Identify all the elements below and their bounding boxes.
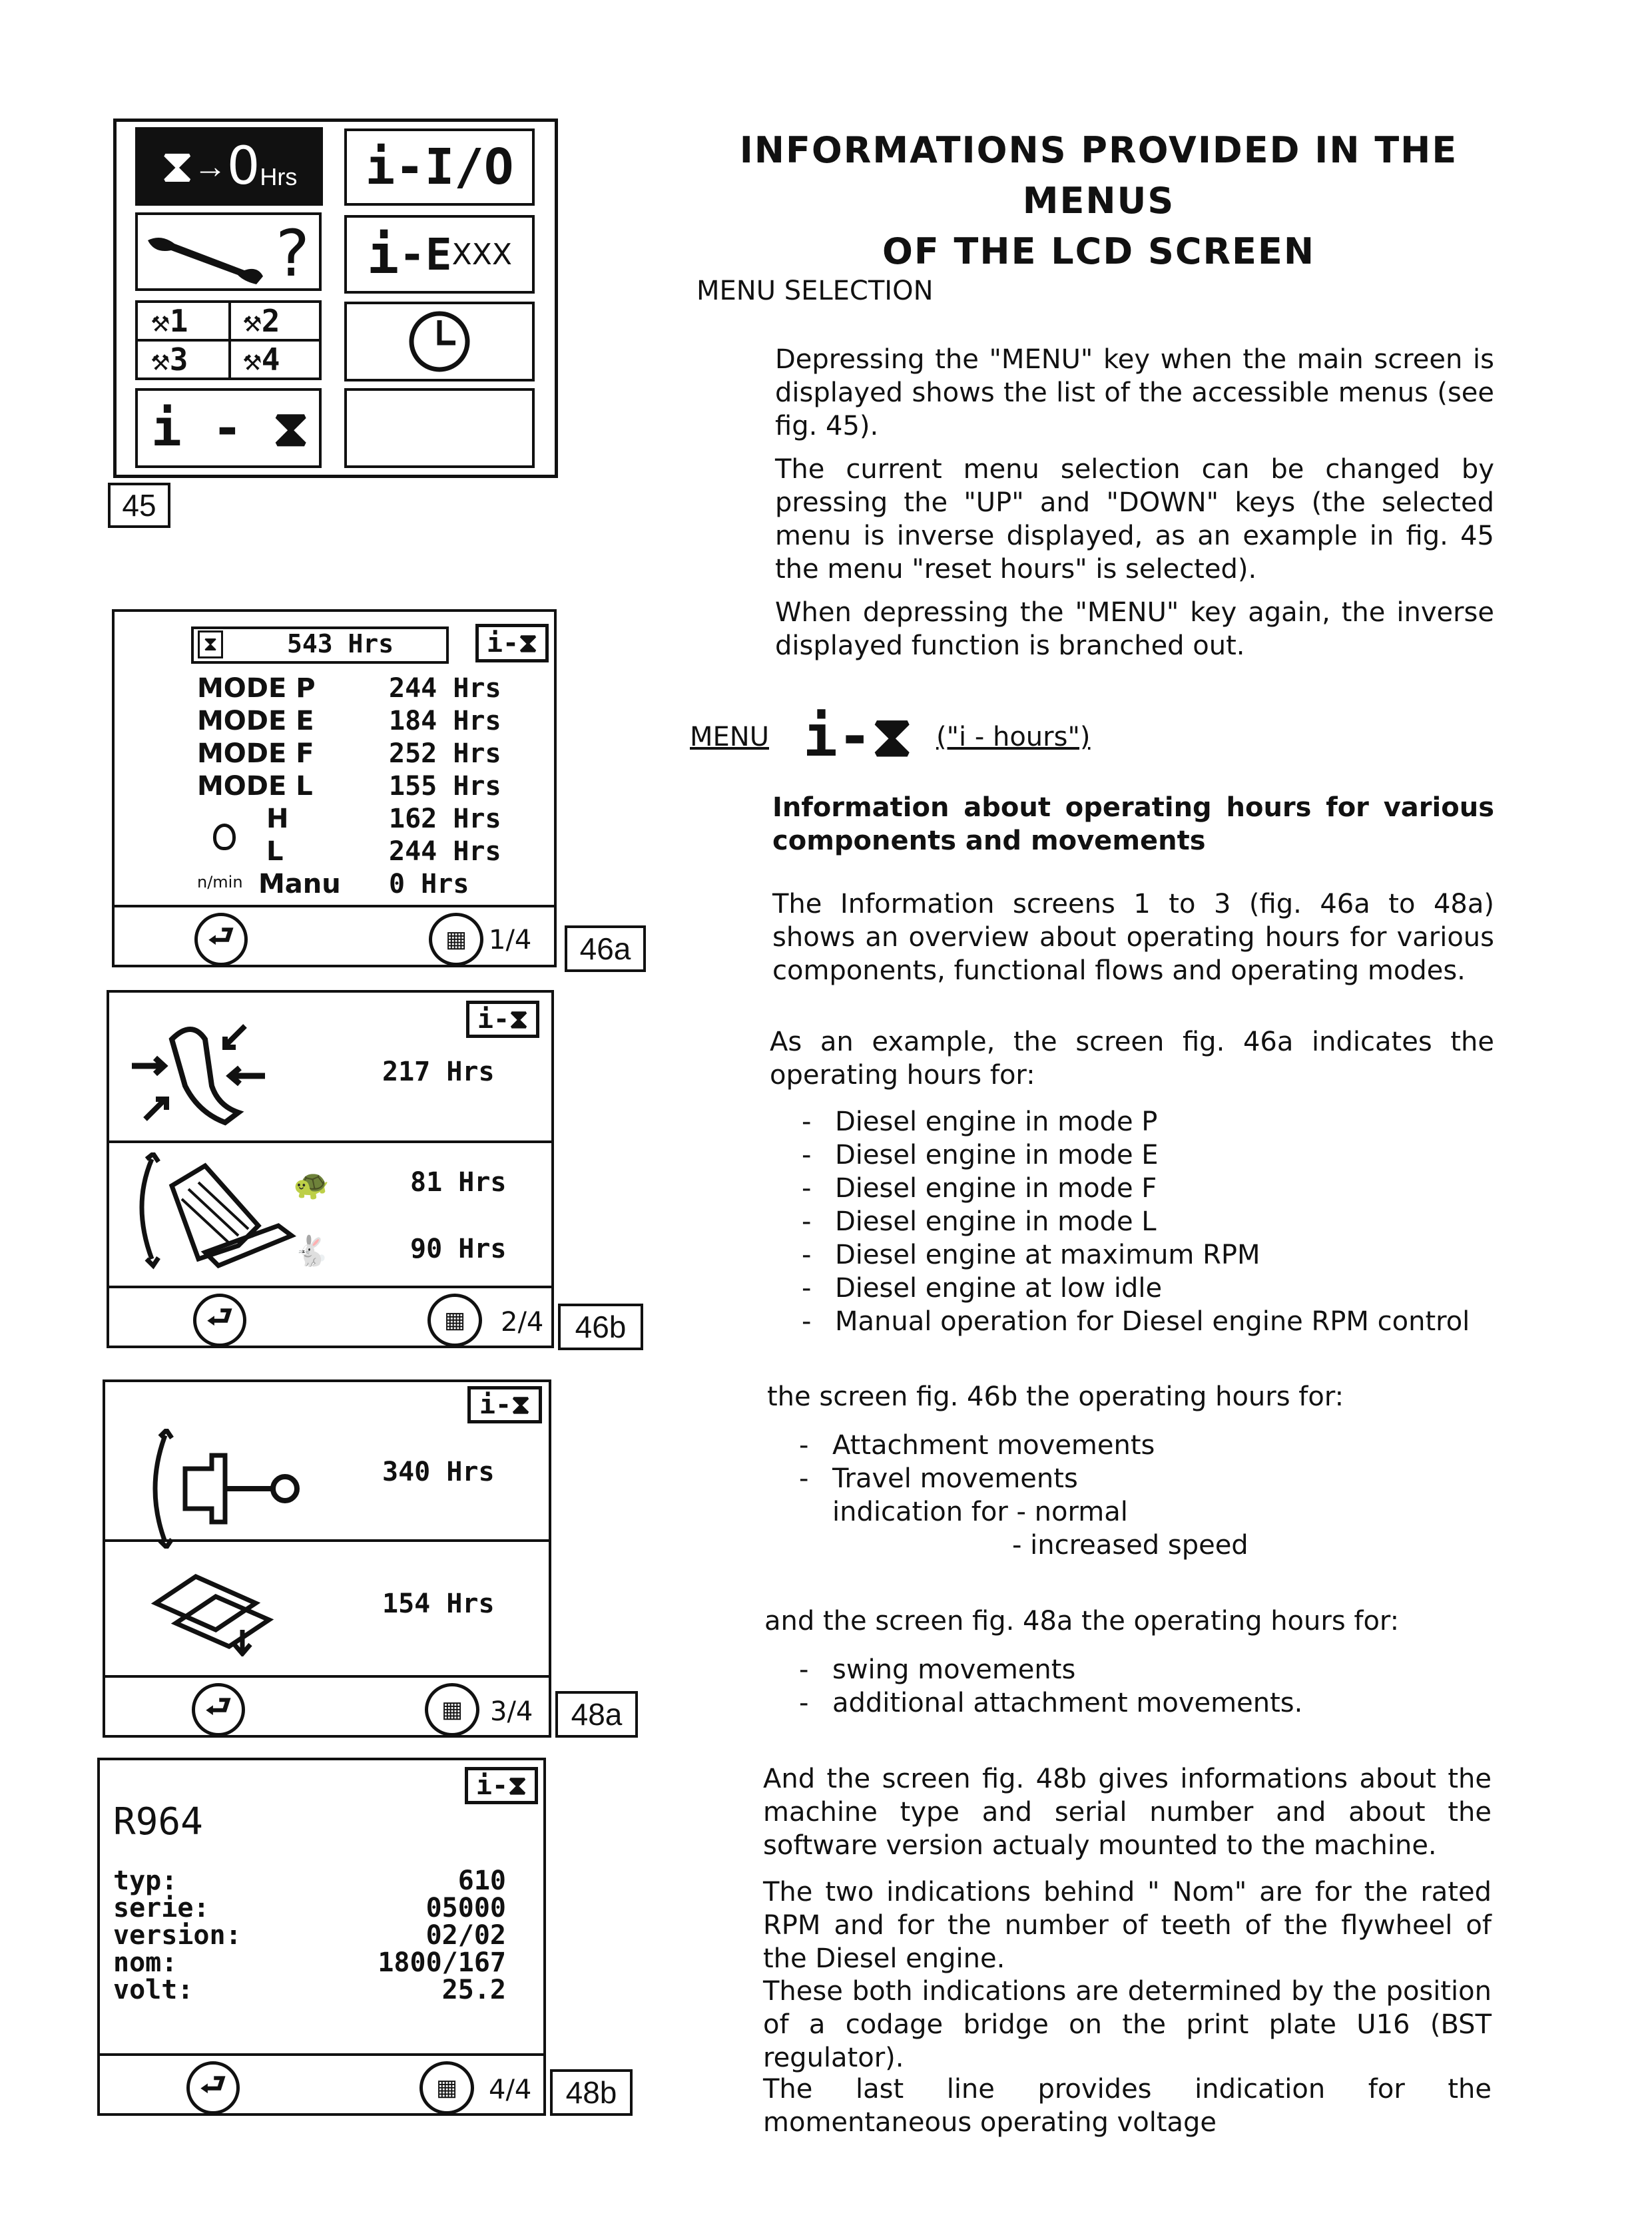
- list-item: - Diesel engine in mode P: [802, 1105, 1494, 1138]
- travel-pedals-icon: [125, 1152, 298, 1279]
- back-button[interactable]: ⮐: [186, 2061, 240, 2114]
- tool-1-icon: ⚒1: [151, 303, 188, 339]
- total-hours-box: [191, 626, 449, 664]
- paragraph-2: The current menu selection can be changed by pressing the "UP" and "DOWN" keys (the selected menu is inverse displayed, as an example in fig. 45 the menu "reset hours" is selected).: [775, 454, 1494, 585]
- menu-tile-io[interactable]: [344, 128, 535, 206]
- list-item: - Diesel engine at maximum RPM: [802, 1238, 1494, 1272]
- row-name: MODE E: [197, 706, 314, 736]
- fig46a-screen: [112, 609, 557, 967]
- info-value: 25.2: [441, 1975, 506, 2005]
- back-button[interactable]: ⮐: [192, 1683, 245, 1736]
- question-mark-icon: ?: [276, 216, 310, 291]
- attachment-hours-value: 217 Hrs: [382, 1057, 495, 1087]
- fig46a-label: 46a: [565, 925, 646, 972]
- paragraph-10: These both indications are determined by the position of a codage bridge on the print plate U16 (BST regulator).: [763, 1976, 1492, 2073]
- menu-tile-errors[interactable]: [344, 215, 535, 294]
- ihours-badge: i-⧗: [467, 1386, 542, 1423]
- errors-label: -E: [399, 228, 452, 280]
- row-name: MODE F: [197, 738, 314, 769]
- row-value: 0 Hrs: [389, 869, 469, 899]
- menu-selection-heading: MENU SELECTION: [696, 276, 934, 306]
- book-icon: ▦: [425, 1683, 479, 1736]
- menu-ihours-label: ("i - hours"): [936, 722, 1091, 752]
- ihours-badge: i-⧗: [465, 1767, 538, 1804]
- info-key: volt:: [113, 1975, 194, 2005]
- fig45-menu-screen: [113, 119, 558, 478]
- paragraph-4: The Information screens 1 to 3 (fig. 46a to 48a) shows an overview about operating hours for various components, functional flows and operating modes.: [772, 889, 1494, 986]
- ihours-icon: i-⧗: [803, 703, 912, 770]
- page-number: 3/4: [490, 1696, 533, 1727]
- fig48b-screen: [97, 1758, 546, 2116]
- menu-tile-clock[interactable]: [344, 302, 535, 381]
- info-value: 05000: [425, 1893, 506, 1923]
- swing-icon: [145, 1429, 305, 1549]
- ihours-badge: i-⧗: [466, 1001, 539, 1038]
- page-number: 1/4: [489, 925, 532, 955]
- row-name: MODE P: [197, 673, 316, 704]
- row-value: 184 Hrs: [389, 706, 501, 736]
- menu-tile-ihours[interactable]: [135, 388, 322, 468]
- tool-4-icon: ⚒4: [243, 342, 280, 377]
- hourglass-icon: ⧗: [160, 140, 194, 192]
- row-name: Manu: [258, 869, 341, 899]
- menu-ihours-heading: [690, 703, 1489, 770]
- row-name: H: [266, 804, 289, 834]
- hrs-label: Hrs: [260, 163, 298, 190]
- info-key: version:: [113, 1920, 242, 1951]
- page-title-line1: INFORMATIONS PROVIDED IN THE MENUS: [739, 129, 1458, 222]
- hourglass-icon: ⧗: [198, 630, 223, 658]
- list-46b: [799, 1429, 1492, 1495]
- list-item: - Diesel engine at low idle: [802, 1272, 1494, 1305]
- nmin-label: n/min: [197, 873, 243, 891]
- list-48a: [799, 1653, 1492, 1720]
- io-label: i-I/O: [365, 138, 514, 196]
- info-value: 610: [457, 1865, 506, 1896]
- bold-info-heading: Information about operating hours for various components and movements: [772, 792, 1494, 856]
- turtle-icon: 🐢: [293, 1168, 330, 1201]
- menu-tile-empty[interactable]: [344, 388, 535, 468]
- menu-tile-tools[interactable]: [135, 300, 322, 380]
- menu-word: MENU: [690, 722, 769, 752]
- engine-rpm-icon: [213, 824, 236, 850]
- travel-normal-hours-value: 81 Hrs: [410, 1167, 507, 1198]
- paragraph-5: As an example, the screen fig. 46a indicates the operating hours for:: [770, 1027, 1494, 1091]
- row-name: L: [266, 836, 284, 867]
- list-item: - additional attachment movements.: [799, 1686, 1492, 1720]
- list-46b-indication-fast: - increased speed: [1012, 1530, 1248, 1561]
- info-icon: i: [366, 223, 400, 286]
- tool-3-icon: ⚒3: [151, 342, 188, 377]
- list-item: - Attachment movements: [799, 1429, 1492, 1462]
- swing-hours-value: 340 Hrs: [382, 1457, 495, 1487]
- row-value: 155 Hrs: [389, 771, 501, 802]
- travel-fast-hours-value: 90 Hrs: [410, 1234, 507, 1264]
- tool-2-icon: ⚒2: [243, 303, 280, 339]
- list-46a: [802, 1105, 1494, 1338]
- paragraph-8: And the screen fig. 48b gives informations about the machine type and serial number and about the software version actualy mounted to the machine.: [763, 1764, 1492, 1861]
- info-value: 1800/167: [378, 1947, 506, 1978]
- ihours-badge: i-⧗: [475, 624, 549, 662]
- fig48a-screen: [103, 1379, 551, 1738]
- additional-hours-value: 154 Hrs: [382, 1589, 495, 1619]
- errors-xxx-label: XXX: [451, 237, 513, 272]
- row-value: 252 Hrs: [389, 738, 501, 769]
- list-item: - Diesel engine in mode E: [802, 1138, 1494, 1172]
- clock-icon: [406, 308, 473, 375]
- list-item: - Travel movements: [799, 1462, 1492, 1495]
- fig46b-screen: [107, 990, 554, 1348]
- book-icon: ▦: [429, 913, 483, 966]
- total-hours-value: 543 Hrs: [287, 629, 394, 658]
- paragraph-1: Depressing the "MENU" key when the main screen is displayed shows the list of the accessible menus (see fig. 45).: [775, 344, 1494, 441]
- row-value: 244 Hrs: [389, 673, 501, 704]
- list-item: - Manual operation for Diesel engine RPM control: [802, 1305, 1494, 1338]
- page-title-line2: OF THE LCD SCREEN: [882, 230, 1316, 272]
- row-name: MODE L: [197, 771, 313, 802]
- book-icon: ▦: [427, 1294, 482, 1347]
- list-item: - Diesel engine in mode F: [802, 1172, 1494, 1205]
- paragraph-7: and the screen fig. 48a the operating hours for:: [764, 1606, 1400, 1636]
- wrench-icon: [144, 220, 278, 287]
- info-key: nom:: [113, 1947, 178, 1978]
- paragraph-11: The last line provides indication for the momentaneous operating voltage: [763, 2074, 1492, 2138]
- back-button[interactable]: ⮐: [193, 1294, 246, 1347]
- info-key: typ:: [113, 1865, 178, 1896]
- page-title: [686, 125, 1512, 277]
- info-value: 02/02: [425, 1920, 506, 1951]
- back-button[interactable]: ⮐: [194, 913, 248, 966]
- row-value: 244 Hrs: [389, 836, 501, 867]
- joystick-arrows-icon: [132, 1013, 265, 1126]
- row-value: 162 Hrs: [389, 804, 501, 834]
- paragraph-6: the screen fig. 46b the operating hours for:: [767, 1381, 1344, 1412]
- model-name: R964: [113, 1800, 203, 1844]
- list-item: - swing movements: [799, 1653, 1492, 1686]
- page-number: 4/4: [489, 2075, 532, 2105]
- machine-info-list: [113, 1865, 506, 2012]
- rabbit-icon: 🐇: [293, 1235, 330, 1268]
- fig45-label: 45: [108, 483, 170, 528]
- menu-tile-reset-hours[interactable]: [135, 127, 323, 206]
- ihours-label: i - ⧗: [151, 397, 309, 457]
- fig48a-label: 48a: [555, 1691, 638, 1738]
- list-item: - Diesel engine in mode L: [802, 1205, 1494, 1238]
- list-46b-indication-normal: indication for - normal: [832, 1497, 1128, 1527]
- paragraph-3: When depressing the "MENU" key again, the inverse displayed function is branched out.: [775, 597, 1494, 661]
- additional-pedals-icon: [142, 1557, 276, 1656]
- menu-tile-service[interactable]: [135, 212, 322, 291]
- info-key: serie:: [113, 1893, 210, 1923]
- zero-label: 0: [226, 136, 260, 196]
- arrow-right-icon: →: [193, 148, 227, 185]
- page-number: 2/4: [501, 1307, 544, 1338]
- book-icon: ▦: [419, 2061, 474, 2114]
- fig46b-label: 46b: [558, 1304, 643, 1350]
- fig48b-label: 48b: [550, 2069, 633, 2116]
- paragraph-9: The two indications behind " Nom" are for the rated RPM and for the number of teeth of the flywheel of the Diesel engine.: [763, 1877, 1492, 1974]
